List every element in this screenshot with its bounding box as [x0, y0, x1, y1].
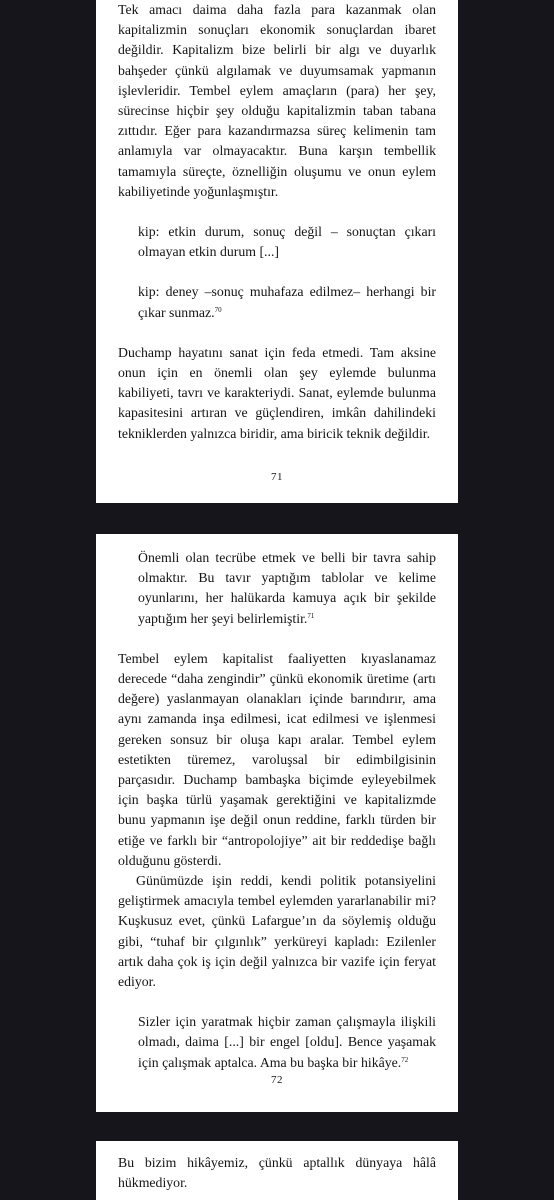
paragraph: Tembel eylem kapitalist faaliyetten kıyaslanamaz derecede “daha zengindir” çünkü ekonomik üretime (artı değere) yaslanmayan olanakları içinde barındırır, ama aynı zamanda inşa edilmesi, icat edilmesi ve işlenmesi gereken sonsuz bir oluşa kapı aralar. Tembel eylem estetikten türemez, varoluşsal bir edimbilgisinin parçasıdır. Duchamp bambaşka biçimde eyleyebilmek için başka türlü yaşamak gerektiğini ve kapitalizmde bunu yapmanın işe değil onun reddine, farklı türden bir etiğe ve farklı bir “antropolojiye” ait bir reddedişe bağlı olduğunu gösterdi.: [118, 650, 436, 868]
footnote-marker: 70: [214, 305, 222, 314]
block-quote: [138, 548, 436, 629]
page-number: 71: [271, 471, 283, 483]
paragraph: Duchamp hayatını sanat için feda etmedi. Tam aksine onun için en önemli olan şey eylemde bulunma kabiliyeti, tavrı ve karakteriydi. Sanat, eylemde bulunma kapasitesini artıran ve güçlendiren, imkân dahilindeki tekniklerden yalnızca biridir, ama biricik teknik değildir.: [118, 344, 436, 441]
book-page-71: [96, 0, 458, 503]
paragraph: Tek amacı daima daha fazla para kazanmak olan kapitalizmin sonuçları ekonomik sonuçlardan ibaret değildir. Kapitalizm bize belirli bir algı ve duyarlık bahşeder çünkü algılamak ve duyumsamak yapmanın işlevleridir. Tembel eylem amaçların (para) her şey, sürecinse hiçbir şey olduğu kapitalizmin taban tabana zıttıdır. Eğer para kazandırmazsa süreç kelimenin tam anlamıyla var olmayacaktır. Buna karşın tembellik tamamıyla süreçte, öznelliğin oluşumu ve onun eylem kabiliyetinde yoğunlaşmıştır.: [118, 2, 436, 199]
footnote-marker: 71: [307, 611, 315, 620]
footnote-marker: 72: [401, 1055, 409, 1064]
quote-text: kip: deney –sonuç muhafaza edilmez– herhangi bir çıkar sunmaz.: [138, 284, 436, 320]
page-number: 72: [271, 1074, 283, 1086]
block-quote: kip: etkin durum, sonuç değil – sonuçtan çıkarı olmayan etkin durum [...]: [138, 224, 436, 260]
paragraph: Bu bizim hikâyemiz, çünkü aptallık dünyaya hâlâ hükmediyor.: [118, 1155, 436, 1191]
block-quote: [138, 282, 436, 322]
block-quote: [138, 1012, 436, 1073]
quote-text: Önemli olan tecrübe etmek ve belli bir tavra sahip olmaktır. Bu tavır yaptığım tablolar ve kelime oyunlarını, her halükarda kamuya açık bir şekilde yaptığım her şeyi belirlemiştir.: [138, 550, 436, 626]
quote-text: Sizler için yaratmak hiçbir zaman çalışmayla ilişkili olmadı, daima [...] bir engel [oldu]. Bence yaşamak için çalışmak aptalca. Ama bu başka bir hikâye.: [138, 1014, 436, 1070]
book-page-72: [96, 534, 458, 1112]
book-page-73: [96, 1141, 458, 1200]
paragraph: Günümüzde işin reddi, kendi politik potansiyelini geliştirmek amacıyla tembel eylemden yararlanabilir mi? Kuşkusuz evet, çünkü Lafargue’ın da söylemiş olduğu gibi, “tuhaf bir çılgınlık” yerküreyi kapladı: Ezilenler artık daha çok iş için değil yalnızca bir vazife için feryat ediyor.: [118, 873, 436, 990]
